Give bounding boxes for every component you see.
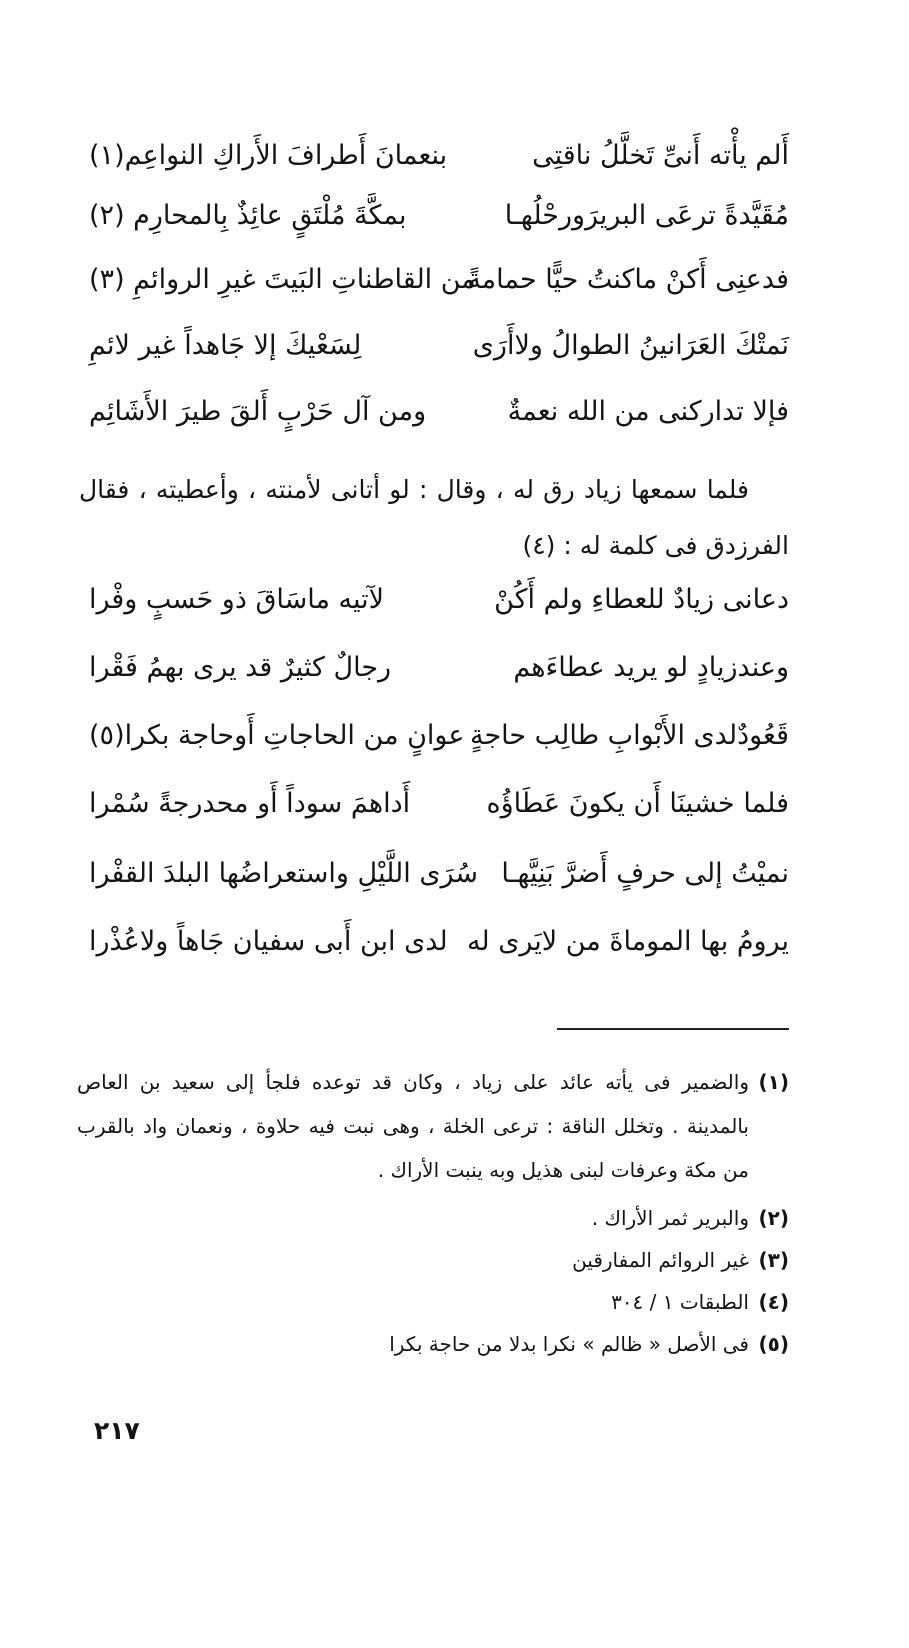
footnote-number: (٢) xyxy=(758,1206,789,1230)
verse-first-hemistich: وعندزيادٍ لو يريد عطاءَهم xyxy=(513,652,789,683)
verse-second-hemistich: من القاطناتِ البَيتَ غيرِ الروائمِ (٣) xyxy=(89,264,476,295)
footnote-text: الطبقات ١ / ٣٠٤ xyxy=(611,1290,749,1314)
footnote-text: فى الأصل « ظالم » نكرا بدلا من حاجة بكرا xyxy=(389,1332,749,1356)
verse-first-hemistich: مُقَيَّدةً ترعَى البريرَورحْلُهـا xyxy=(504,200,789,231)
verse-line xyxy=(89,640,789,700)
verse-line xyxy=(89,384,789,444)
verse-line xyxy=(89,776,789,836)
verse-first-hemistich: فإلا تداركنى من الله نعمةٌ xyxy=(507,396,789,427)
verse-second-hemistich: لدى ابن أَبى سفيان جَاهاً ولاعُذْرا xyxy=(89,926,448,957)
prose-paragraph: فلما سمعها زياد رق له ، وقال : لو أتانى لأمنته ، وأعطيته ، فقال الفرزدق فى كلمة له : (٤) xyxy=(79,475,789,560)
verse-line xyxy=(89,128,789,188)
footnote xyxy=(77,1060,789,1192)
verse-second-hemistich: ومن آل حَرْبٍ أَلقَ طيرَ الأَشَائِم xyxy=(89,396,427,427)
verse-line xyxy=(89,846,789,906)
footnote-text: والضمير فى يأته عائد على زياد ، وكان قد توعده فلجأ إلى سعيد بن العاص بالمدينة . وتخلل الناقة : ترعى الخلة ، وهى نبت فيه حلاوة ، ونعمان واد بالقرب من مكة وعرفات لبنى هذيل وبه ينبت الأراك . xyxy=(77,1070,749,1182)
footnote-number: (٤) xyxy=(758,1290,789,1314)
verse-second-hemistich: بمكَّةَ مُلْتَقٍ عائِذٌ بِالمحارِم (٢) xyxy=(89,200,407,231)
footnote-number: (٥) xyxy=(758,1332,789,1356)
verse-first-hemistich: قَعُودٌلدى الأَبْوابِ طالِب حاجةٍ xyxy=(469,720,789,751)
verse-line xyxy=(89,572,789,632)
footnote-text: والبرير ثمر الأراك . xyxy=(591,1206,749,1230)
footnote-separator xyxy=(557,1028,789,1030)
verse-first-hemistich: نَمتْكَ العَرَانينُ الطوالُ ولاأَرَى xyxy=(472,330,789,361)
verse-first-hemistich: دعانى زيادٌ للعطاءِ ولم أَكُنْ xyxy=(494,584,789,615)
verse-first-hemistich: فدعنِى أَكنْ ماكنتُ حيًّا حمامةً xyxy=(467,264,789,295)
page-number: ٢١٧ xyxy=(94,1416,140,1445)
verse-second-hemistich: رجالٌ كثيرٌ قد يرى بهمُ فَقْرا xyxy=(89,652,392,683)
verse-second-hemistich: عوانٍ من الحاجاتِ أَوحاجة بكرا(٥) xyxy=(89,720,465,751)
footnote xyxy=(77,1280,789,1324)
footnote-number: (٣) xyxy=(758,1248,789,1272)
verse-second-hemistich: لآتيه ماسَاقَ ذو حَسبٍ وفْرا xyxy=(89,584,385,615)
footnote-number: (١) xyxy=(758,1070,789,1094)
verse-line xyxy=(89,708,789,768)
verse-line xyxy=(89,318,789,378)
footnote xyxy=(77,1322,789,1366)
verse-second-hemistich: بنعمانَ أَطرافَ الأَراكِ النواعِم(١) xyxy=(89,140,448,171)
verse-line xyxy=(89,914,789,974)
verse-second-hemistich: أَداهمَ سوداً أَو محدرجةً سُمْرا xyxy=(89,788,411,819)
verse-first-hemistich: يرومُ بها الموماةَ من لايَرى له xyxy=(466,926,789,957)
verse-second-hemistich: لِسَعْيكَ إلا جَاهداً غير لائمِ xyxy=(89,330,362,361)
footnote xyxy=(77,1238,789,1282)
verse-line xyxy=(89,188,789,248)
verse-second-hemistich: سُرَى اللَّيْلِ واستعراضُها البلدَ القفْرا xyxy=(89,858,479,889)
verse-first-hemistich: نميْتُ إلى حرفٍ أَضرَّ بَنِيَّهـا xyxy=(501,858,789,889)
verse-line xyxy=(89,252,789,312)
verse-first-hemistich: فلما خشينَا أَن يكونَ عَطَاؤُه xyxy=(486,788,789,819)
footnote-text: غير الروائم المفارقين xyxy=(572,1248,749,1272)
footnote xyxy=(77,1196,789,1240)
verse-first-hemistich: أَلم يأْته أَنىِّ تَخلَّلُ ناقتِى xyxy=(532,140,789,171)
